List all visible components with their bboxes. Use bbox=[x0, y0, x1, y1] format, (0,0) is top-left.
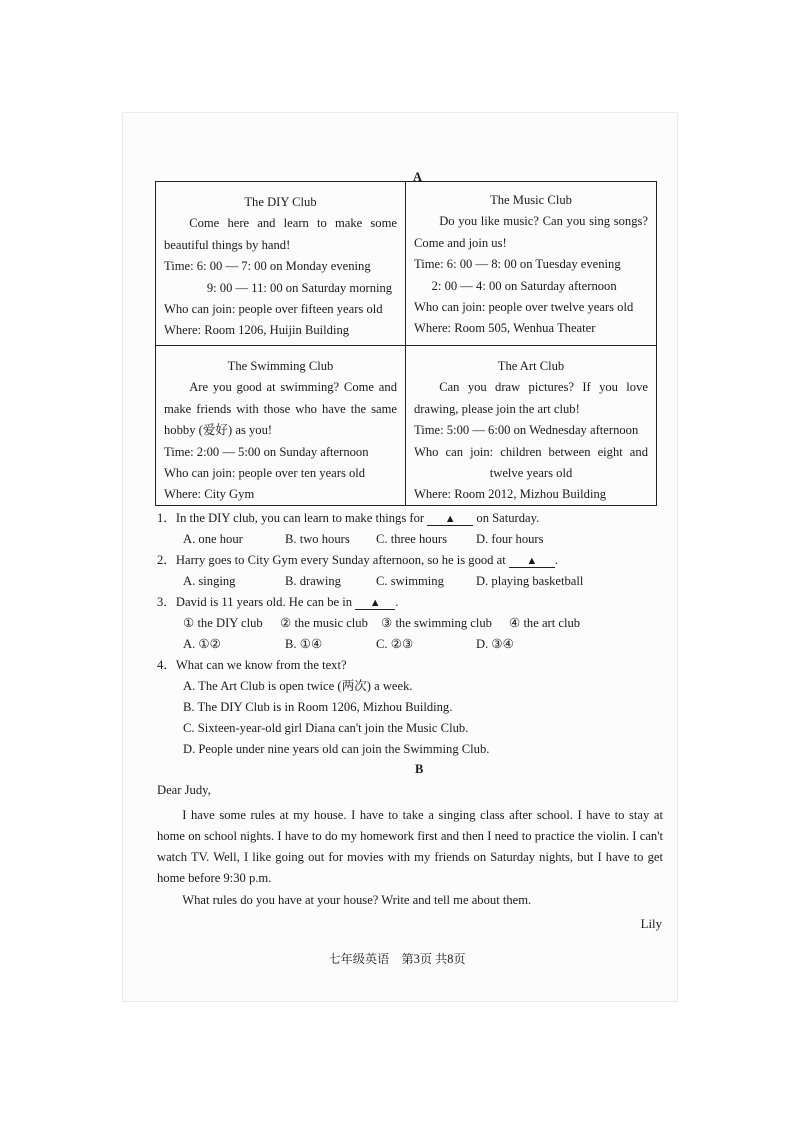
option-d[interactable]: D. four hours bbox=[476, 532, 544, 546]
club-title: The DIY Club bbox=[244, 195, 317, 209]
option-a[interactable]: A. ①② bbox=[183, 637, 221, 651]
option-b[interactable]: B. two hours bbox=[285, 532, 350, 546]
choice-2: ② the music club bbox=[280, 616, 368, 630]
question-1 bbox=[157, 510, 539, 526]
club-title: The Swimming Club bbox=[227, 359, 334, 373]
club-who: Who can join: people over ten years old bbox=[164, 466, 366, 481]
question-2 bbox=[157, 552, 558, 568]
club-time: Time: 6: 00 — 8: 00 on Tuesday evening bbox=[414, 257, 621, 272]
club-title: The Music Club bbox=[490, 193, 572, 207]
option-d[interactable]: D. playing basketball bbox=[476, 574, 584, 588]
club-description: Do you like music? Can you sing songs? Come and join us! bbox=[414, 214, 648, 250]
club-time-2: 9: 00 — 11: 00 on Saturday morning bbox=[206, 280, 393, 295]
option-d[interactable]: D. People under nine years old can join the Swimming Club. bbox=[183, 742, 490, 756]
question-stem: 2．Harry goes to City Gym every Sunday afternoon, so he is good at bbox=[157, 553, 506, 567]
choice-3: ③ the swimming club bbox=[381, 616, 492, 630]
choice-1: ① the DIY club bbox=[183, 616, 263, 630]
answer-blank[interactable]: ▲ bbox=[355, 597, 395, 610]
question-stem-end: . bbox=[554, 553, 559, 567]
option-b[interactable]: B. ①④ bbox=[285, 637, 323, 651]
art-club-cell bbox=[406, 346, 656, 506]
option-d[interactable]: D. ③④ bbox=[476, 637, 514, 651]
option-b[interactable]: B. drawing bbox=[285, 574, 341, 588]
option-a[interactable]: A. The Art Club is open twice (两次) a week. bbox=[183, 679, 413, 693]
option-a[interactable]: A. one hour bbox=[183, 532, 243, 546]
section-a-label: A bbox=[413, 170, 423, 184]
club-description: Can you draw pictures? If you love drawing, please join the art club! bbox=[414, 380, 648, 416]
option-c[interactable]: C. ②③ bbox=[376, 637, 414, 651]
club-time: Time: 2:00 — 5:00 on Sunday afternoon bbox=[164, 444, 369, 459]
club-table bbox=[155, 181, 657, 506]
option-c[interactable]: C. three hours bbox=[376, 532, 447, 546]
section-b-label: B bbox=[415, 762, 424, 776]
club-where: Where: Room 1206, Huijin Building bbox=[164, 323, 350, 338]
letter-body bbox=[157, 805, 663, 911]
page-footer: 七年级英语 第3页 共8页 bbox=[328, 952, 466, 966]
question-3 bbox=[157, 594, 398, 610]
club-who-2: twelve years old bbox=[489, 466, 573, 481]
question-stem: 1．In the DIY club, you can learn to make things for bbox=[157, 511, 425, 525]
question-stem-end: . bbox=[395, 595, 399, 609]
swimming-club-cell bbox=[156, 346, 406, 506]
question-stem: 3．David is 11 years old. He can be in bbox=[157, 595, 353, 609]
club-where: Where: City Gym bbox=[164, 487, 255, 502]
choice-4: ④ the art club bbox=[509, 616, 581, 630]
club-where: Where: Room 2012, Mizhou Building bbox=[414, 487, 607, 502]
option-b[interactable]: B. The DIY Club is in Room 1206, Mizhou Building. bbox=[183, 700, 453, 714]
club-description: Come here and learn to make some beautiful things by hand! bbox=[164, 216, 397, 252]
question-stem-end: on Saturday. bbox=[476, 511, 540, 525]
letter-signature: Lily bbox=[640, 917, 662, 931]
club-description: Are you good at swimming? Come and make friends with those who have the same hobby (爱好) as you! bbox=[164, 380, 397, 438]
diy-club-cell bbox=[156, 182, 406, 346]
answer-blank[interactable]: ▲ bbox=[509, 555, 555, 568]
club-where: Where: Room 505, Wenhua Theater bbox=[414, 321, 596, 336]
club-time: Time: 5:00 — 6:00 on Wednesday afternoon bbox=[414, 423, 639, 438]
question-4: 4．What can we know from the text? bbox=[157, 658, 347, 672]
letter-paragraph-2: What rules do you have at your house? Write and tell me about them. bbox=[182, 893, 532, 907]
club-time-2: 2: 00 — 4: 00 on Saturday afternoon bbox=[431, 278, 617, 293]
club-who: Who can join: people over twelve years old bbox=[414, 300, 634, 315]
club-who: Who can join: children between eight and bbox=[414, 444, 648, 459]
music-club-cell bbox=[406, 182, 656, 346]
club-title: The Art Club bbox=[497, 359, 565, 373]
club-time: Time: 6: 00 — 7: 00 on Monday evening bbox=[164, 259, 371, 274]
letter-greeting: Dear Judy, bbox=[157, 783, 211, 797]
letter-paragraph-1: I have some rules at my house. I have to take a singing class after school. I have to stay at home on school nights. I have to do my homework first and then I need to practice the violin. I can't watch TV. Well, I like going out for movies with my friends on Saturday nights, but I have to get home before 9:30 p.m. bbox=[157, 808, 663, 885]
club-who: Who can join: people over fifteen years old bbox=[164, 302, 383, 317]
option-c[interactable]: C. Sixteen-year-old girl Diana can't join the Music Club. bbox=[183, 721, 469, 735]
option-c[interactable]: C. swimming bbox=[376, 574, 444, 588]
option-a[interactable]: A. singing bbox=[183, 574, 236, 588]
answer-blank[interactable]: ▲ bbox=[427, 513, 473, 526]
